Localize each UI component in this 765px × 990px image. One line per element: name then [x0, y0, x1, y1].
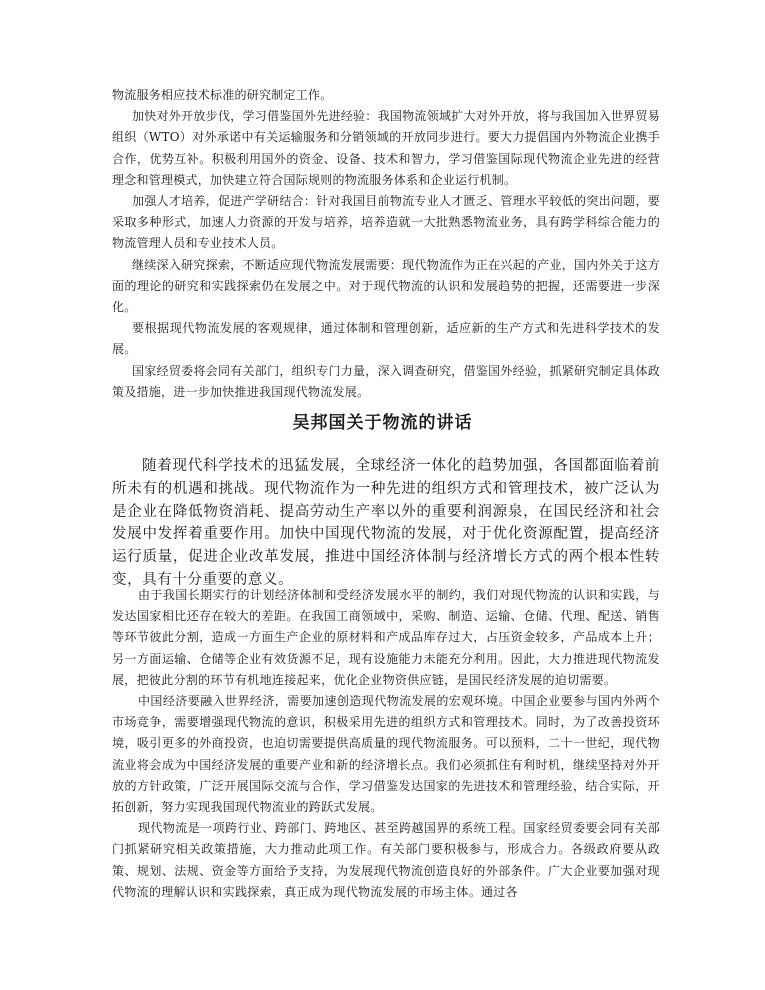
lead-section — [112, 455, 660, 592]
paragraph-planned-economy: 由于我国长期实行的计划经济体制和受经济发展水平的制约，我们对现代物流的认识和实践，与发达国家相比还存在较大的差距。在我国工商领域中，采购、制造、运输、仓储、代理、配送、销售等环节彼此分割，造成一方面生产企业的原材料和产成品库存过大，占压资金较多，产品成本上升；另一方面运输、仓储等企业有效货源不足，现有设施能力未能充分利用。因此，大力推进现代物流发展，把彼此分割的环节有机地连接起来，优化企业物资供应链，是国民经济发展的迫切需要。 — [112, 588, 660, 687]
paragraph-open-up: 加快对外开放步伐，学习借鉴国外先进经验：我国物流领域扩大对外开放，将与我国加入世界贸易组织（WTO）对外承诺中有关运输服务和分销领域的开放同步进行。要大力提倡国内外物流企业携手合作，优势互补。积极利用国外的资金、设备、技术和智力，学习借鉴国际现代物流企业先进的经营理念和管理模式，加快建立符合国际规则的物流服务体系和企业运行机制。 — [112, 109, 660, 187]
paragraph-research: 继续深入研究探索，不断适应现代物流发展需要：现代物流作为正在兴起的产业，国内外关于这方面的理论的研究和实践探索仍在发展之中。对于现代物流的认识和发展趋势的把握，还需要进一步深化。 — [112, 257, 660, 315]
article-title: 吴邦国关于物流的讲话 — [292, 413, 473, 433]
paragraph-continuation: 物流服务相应技术标准的研究制定工作。 — [112, 88, 333, 102]
paragraph-world-economy: 中国经济要融入世界经济，需要加速创造现代物流发展的宏观环境。中国企业要参与国内外两个市场竞争，需要增强现代物流的意识，积极采用先进的组织方式和管理技术。同时，为了改善投资环境，吸引更多的外商投资，也迫切需要提供高质量的现代物流服务。可以预料，二十一世纪，现代物流业将会成为中国经济发展的重要产业和新的经济增长点。我们必须抓住有利时机，继续坚持对外开放的方针政策，广泛开展国际交流与合作，学习借鉴发达国家的先进技术和管理经验，结合实际，开拓创新，努力实现我国现代物流业的跨跃式发展。 — [112, 694, 660, 815]
lead-paragraph: 随着现代科学技术的迅猛发展，全球经济一体化的趋势加强，各国都面临着前所未有的机遇和挑战。现代物流作为一种先进的组织方式和管理技术，被广泛认为是企业在降低物资消耗、提高劳动生产率以外的重要利润源泉，在国民经济和社会发展中发挥着重要作用。加快中国现代物流的发展，对于优化资源配置，提高经济运行质量，促进企业改革发展，推进中国经济体制与经济增长方式的两个根本性转变，具有十分重要的意义。 — [112, 458, 660, 588]
paragraph-objective-law: 要根据现代物流发展的客观规律，通过体制和管理创新，适应新的生产方式和先进科学技术的发展。 — [112, 321, 660, 357]
body-section — [112, 585, 660, 903]
paragraph-commission: 国家经贸委将会同有关部门，组织专门力量，深入调查研究，借鉴国外经验，抓紧研究制定具体政策及措施，进一步加快推进我国现代物流发展。 — [112, 363, 660, 399]
top-section — [112, 85, 660, 403]
paragraph-talent-training: 加强人才培养，促进产学研结合：针对我国目前物流专业人才匮乏、管理水平较低的突出问题，要采取多种形式，加速人力资源的开发与培养，培养造就一大批熟悉物流业务，具有跨学科综合能力的物流管理人员和专业技术人员。 — [112, 194, 660, 251]
paragraph-system-engineering: 现代物流是一项跨行业、跨部门、跨地区、甚至跨越国界的系统工程。国家经贸委要会同有关部门抓紧研究相关政策措施，大力推动此项工作。有关部门要积极参与，形成合力。各级政府要从政策、规划、法规、资金等方面给予支持，为发展现代物流创造良好的外部条件。广大企业要加强对现代物流的理解认识和实践探索，真正成为现代物流发展的市场主体。通过各 — [112, 821, 660, 899]
